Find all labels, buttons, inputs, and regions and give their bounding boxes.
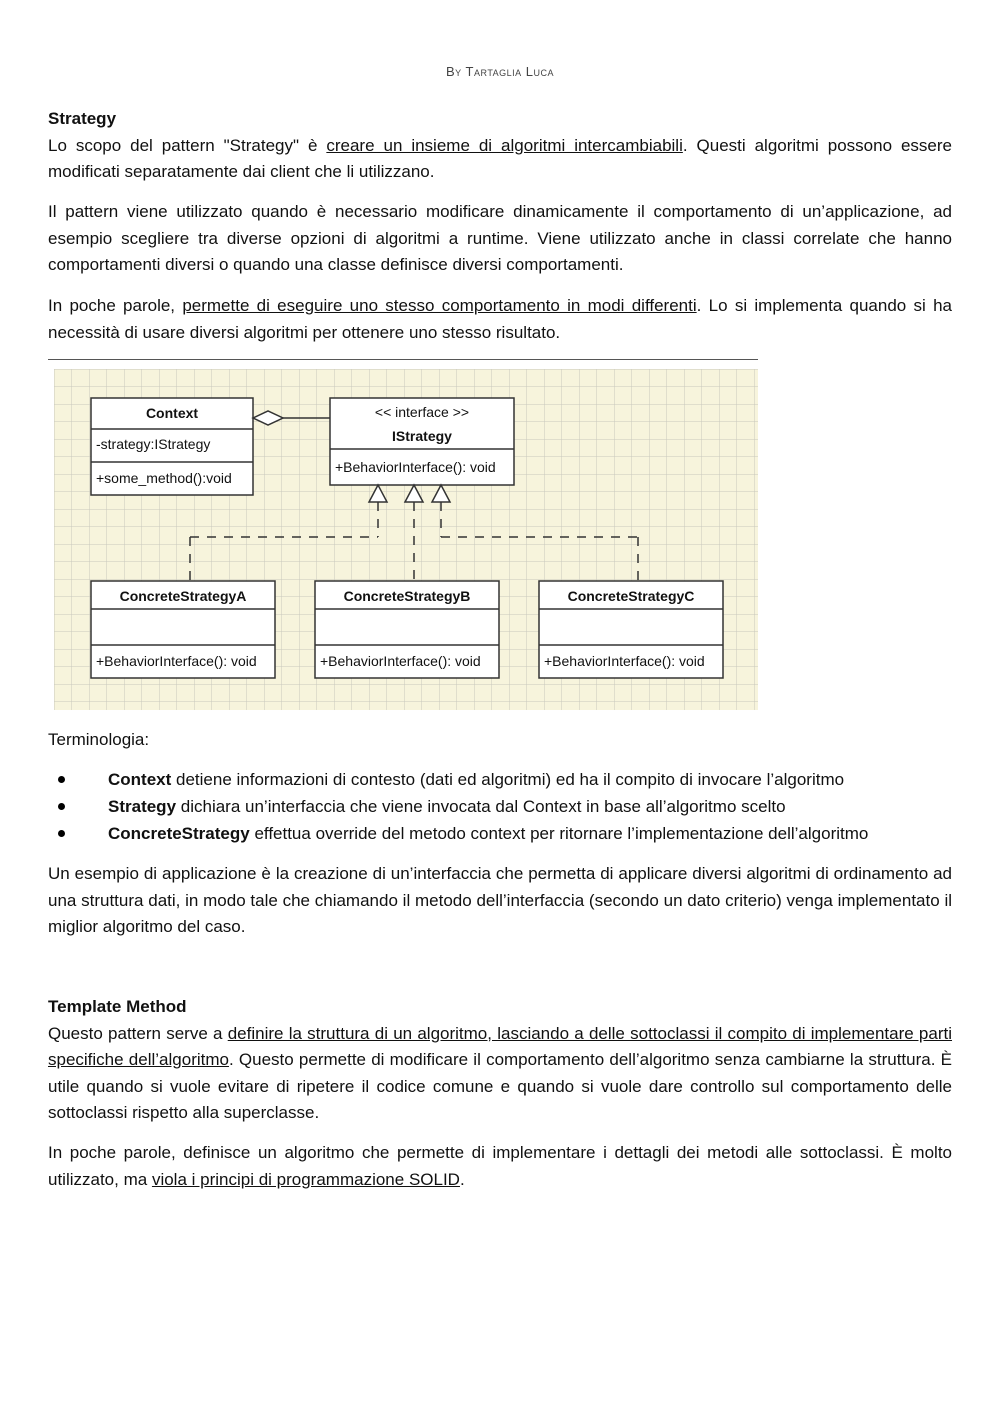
text-run: Lo scopo del pattern "Strategy" è: [48, 135, 327, 155]
text-run: Questo pattern serve a: [48, 1023, 228, 1043]
concrete-a-method: +BehaviorInterface(): void: [96, 653, 257, 669]
term: ConcreteStrategy: [108, 824, 250, 843]
underlined-text: permette di eseguire uno stesso comportamento in modi differenti: [182, 296, 697, 315]
term: Strategy: [108, 797, 177, 816]
uml-class-concrete-c: [539, 581, 723, 678]
text-run: In poche parole, definisce un algoritmo che permette di implementare i dettagli dei metodi alle sottoclassi. È molto utilizzato, ma: [48, 1143, 952, 1189]
page-header: By Tartaglia Luca: [445, 64, 555, 79]
concrete-c-method: +BehaviorInterface(): void: [544, 653, 705, 669]
text-run: In poche parole,: [48, 296, 183, 315]
text-run: .: [459, 1169, 465, 1189]
uml-interface-istrategy: [330, 398, 514, 485]
uml-class-concrete-b: [315, 581, 499, 678]
uml-class-context: [91, 398, 253, 495]
term: Context: [108, 770, 172, 789]
term-description: effettua override del metodo context per ritornare l’implementazione dell’algoritmo: [249, 824, 869, 843]
terminology-label: Terminologia:: [48, 730, 150, 749]
example-paragraph: Un esempio di applicazione è la creazione di un’interfaccia che permetta di applicare diversi algoritmi di ordinamento ad una struttura dati, in modo tale che chiamando il metodo dell’interfaccia (secondo un dato criterio) venga implementato il miglior algoritmo del caso.: [48, 864, 952, 936]
strategy-paragraph-2: Il pattern viene utilizzato quando è necessario modificare dinamicamente il comportamento di un’applicazione, ad esempio scegliere tra diverse opzioni di algoritmi a runtime. Viene utilizzato anche in classi correlate che hanno comportamenti diversi o quando una classe definisce diversi comportamenti.: [48, 202, 952, 274]
underlined-text: definire la struttura di un algoritmo, lasciando a delle sottoclassi il compito di implementare parti specifiche dell’algoritmo: [48, 1023, 953, 1069]
concrete-b-method: +BehaviorInterface(): void: [320, 653, 481, 669]
section-title-template-method: Template Method: [48, 997, 187, 1016]
text-run: . Lo si implementa quando si ha necessità di usare diversi algoritmi per ottenere uno stesso risultato.: [48, 296, 952, 342]
uml-class-concrete-a: [91, 581, 275, 678]
context-class-name: Context: [145, 405, 199, 421]
terminology-list: [48, 766, 952, 847]
context-attribute: -strategy:IStrategy: [96, 436, 211, 452]
concrete-c-name: ConcreteStrategyC: [567, 588, 695, 604]
text-run: . Questi algoritmi possono essere modificati separatamente dai client che li utilizzano.: [48, 135, 953, 181]
strategy-intro: [48, 106, 952, 186]
concrete-b-name: ConcreteStrategyB: [343, 588, 471, 604]
interface-name: IStrategy: [392, 428, 452, 444]
text-run: . Questo permette di modificare il comportamento dell’algoritmo senza cambiarne la struttura. È utile quando si vuole evitare di ripetere il codice comune e quando si vuole dare controllo sul comportamento delle sottoclassi rispetto alla superclasse.: [48, 1050, 952, 1122]
interface-stereotype: << interface >>: [374, 404, 470, 420]
strategy-paragraph-3: [48, 293, 952, 346]
context-method: +some_method():void: [96, 470, 232, 486]
underlined-text: viola i principi di programmazione SOLID: [151, 1169, 460, 1189]
interface-method: +BehaviorInterface(): void: [335, 459, 496, 475]
section-title-strategy: Strategy: [48, 109, 117, 128]
list-item: [48, 793, 952, 820]
divider-line: [48, 359, 758, 360]
list-item: [48, 766, 952, 793]
template-paragraph-2: [48, 1140, 952, 1193]
list-item: [48, 820, 952, 847]
term-description: detiene informazioni di contesto (dati ed algoritmi) ed ha il compito di invocare l’algoritmo: [171, 770, 845, 789]
uml-class-diagram: [54, 369, 758, 710]
underlined-text: creare un insieme di algoritmi intercambiabili: [326, 135, 683, 155]
template-intro: [48, 994, 952, 1127]
concrete-a-name: ConcreteStrategyA: [119, 588, 247, 604]
term-description: dichiara un’interfaccia che viene invocata dal Context in base all’algoritmo scelto: [176, 797, 786, 816]
